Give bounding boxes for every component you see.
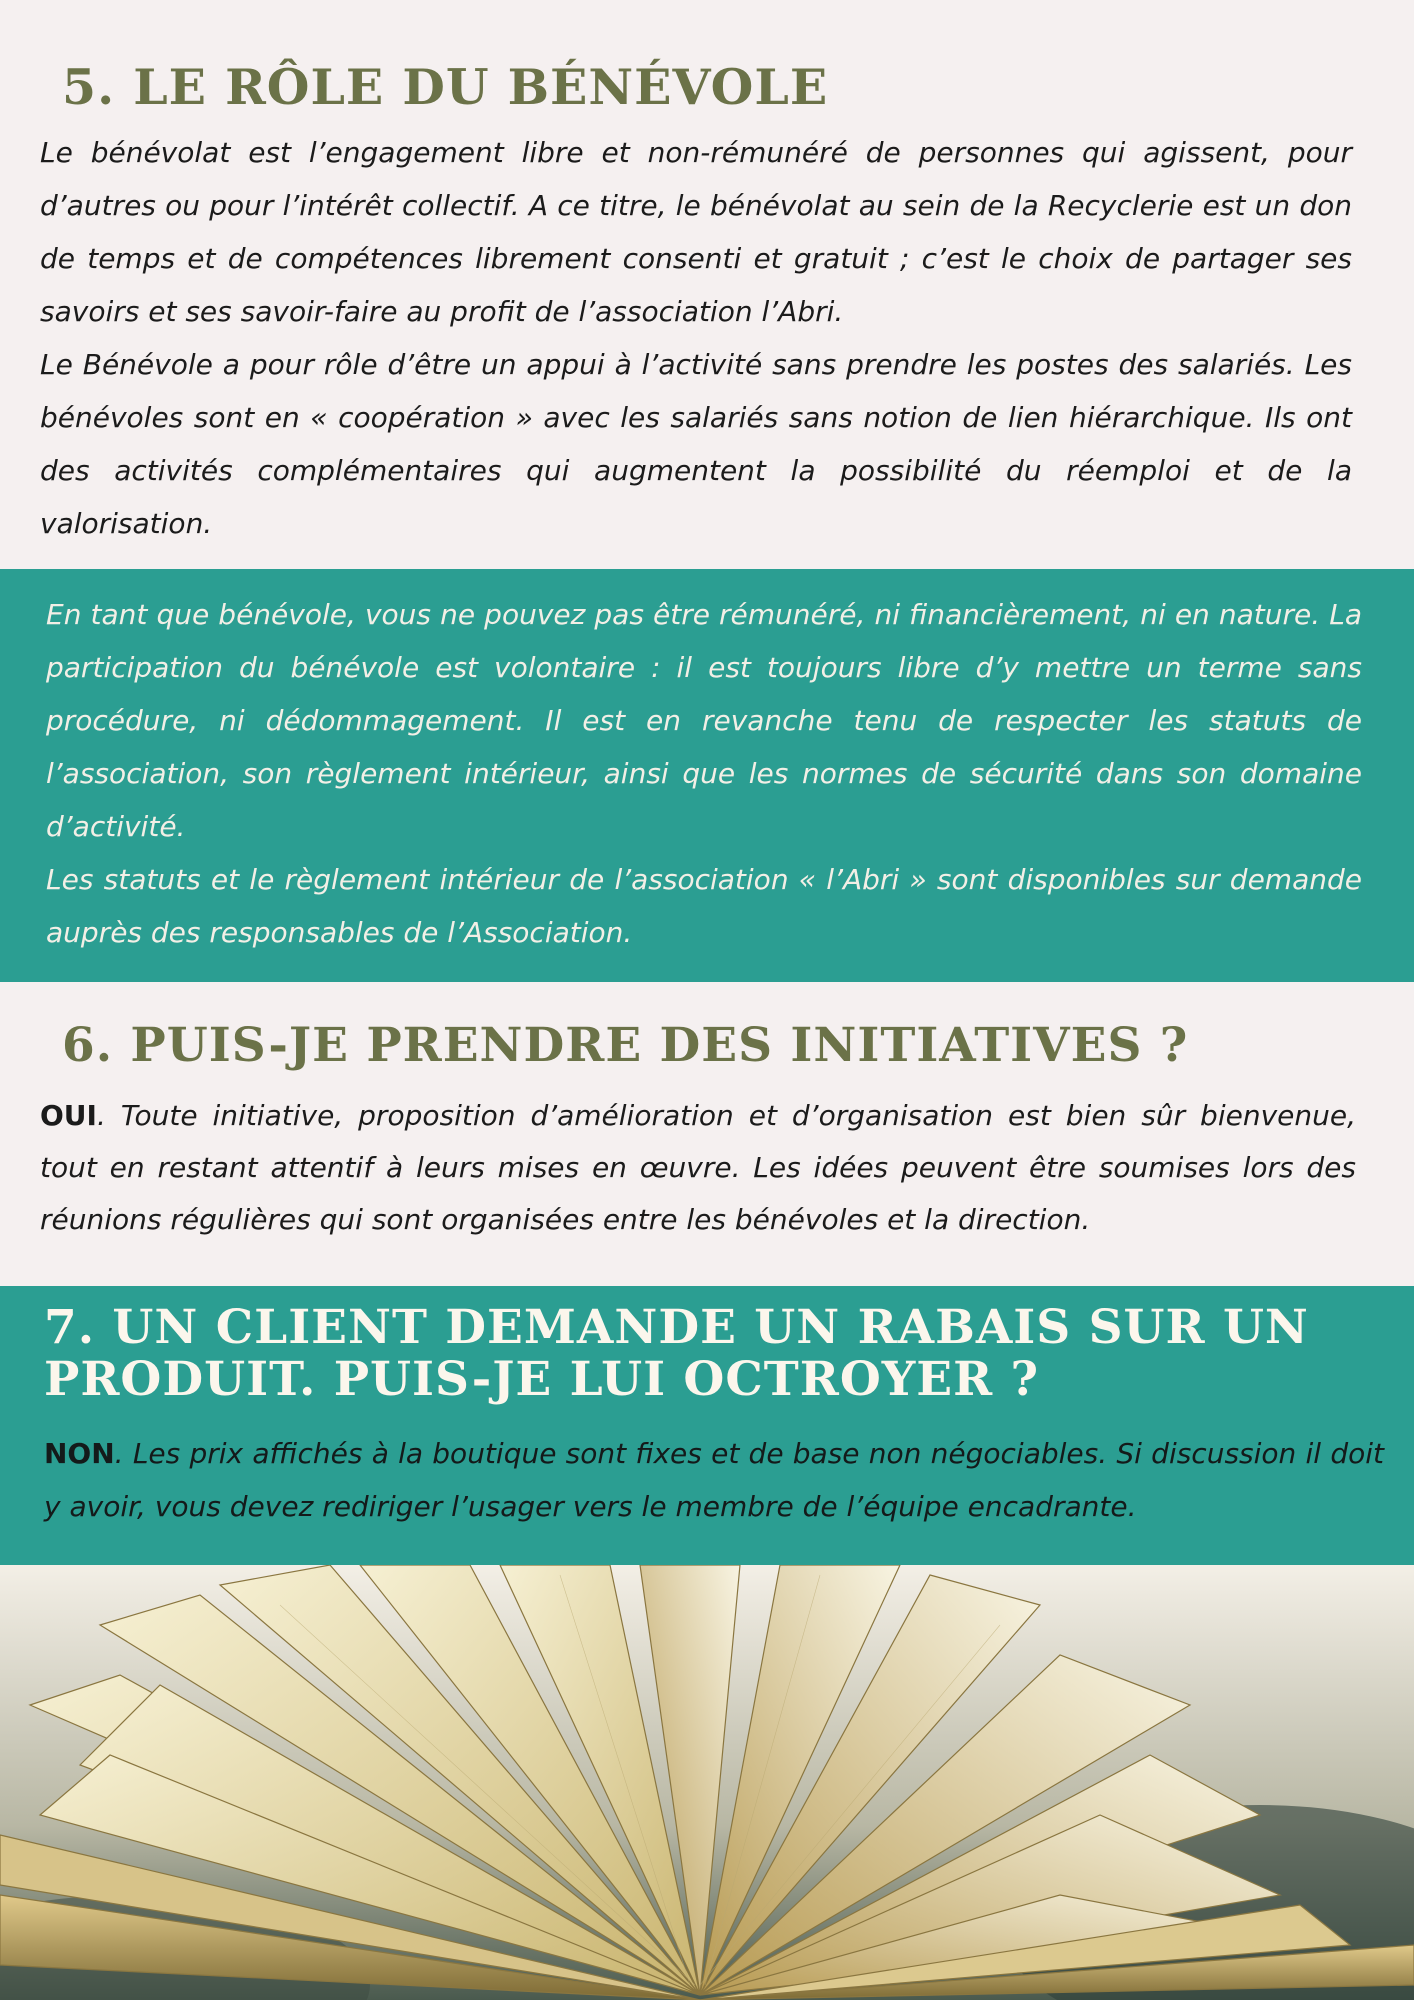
section5-title: 5. LE RÔLE DU BÉNÉVOLE <box>62 58 829 116</box>
section6-text: . Toute initiative, proposition d’amélioration et d’organisation est bien sûr bienvenue, tout en restant attentif à leurs mises en œuvre. Les idées peuvent être soumises lors des réunions régulières qui sont organisées entre les bénévoles et la direction. <box>40 1099 1356 1236</box>
section5-body <box>40 126 1352 550</box>
highlight-body <box>46 588 1362 959</box>
section7-title: 7. UN CLIENT DEMANDE UN RABAIS SUR UN PRODUIT. PUIS-JE LUI OCTROYER ? <box>44 1300 1309 1407</box>
section7-text: . Les prix affichés à la boutique sont fixes et de base non négociables. Si discussion il doit y avoir, vous devez rediriger l’usager vers le membre de l’équipe encadrante. <box>44 1437 1384 1523</box>
section5-paragraph-2: Le Bénévole a pour rôle d’être un appui à l’activité sans prendre les postes des salariés. Les bénévoles sont en « coopération » avec les salariés sans notion de lien hiérarchique. Ils ont des activités complémentaires qui augmentent la possibilité du réemploi et de la valorisation. <box>40 348 1352 540</box>
section6-answer: OUI <box>40 1099 97 1132</box>
open-book-photo <box>0 1565 1414 2000</box>
section6-title: 6. PUIS-JE PRENDRE DES INITIATIVES ? <box>62 1018 1189 1073</box>
highlight-paragraph-2: Les statuts et le règlement intérieur de l’association « l’Abri » sont disponibles sur demande auprès des responsables de l’Association. <box>46 863 1362 949</box>
section5-paragraph-1: Le bénévolat est l’engagement libre et non-rémunéré de personnes qui agissent, pour d’autres ou pour l’intérêt collectif. A ce titre, le bénévolat au sein de la Recyclerie est un don de temps et de compétences librement consenti et gratuit ; c’est le choix de partager ses savoirs et ses savoir-faire au profit de l’association l’Abri. <box>40 136 1352 328</box>
highlight-paragraph-1: En tant que bénévole, vous ne pouvez pas être rémunéré, ni financièrement, ni en nature. La participation du bénévole est volontaire : il est toujours libre d’y mettre un terme sans procédure, ni dédommagement. Il est en revanche tenu de respecter les statuts de l’association, son règlement intérieur, ainsi que les normes de sécurité dans son domaine d’activité. <box>46 598 1362 843</box>
section7-answer: NON <box>44 1437 115 1470</box>
section6-body <box>40 1090 1356 1246</box>
section7-body <box>44 1427 1384 1533</box>
